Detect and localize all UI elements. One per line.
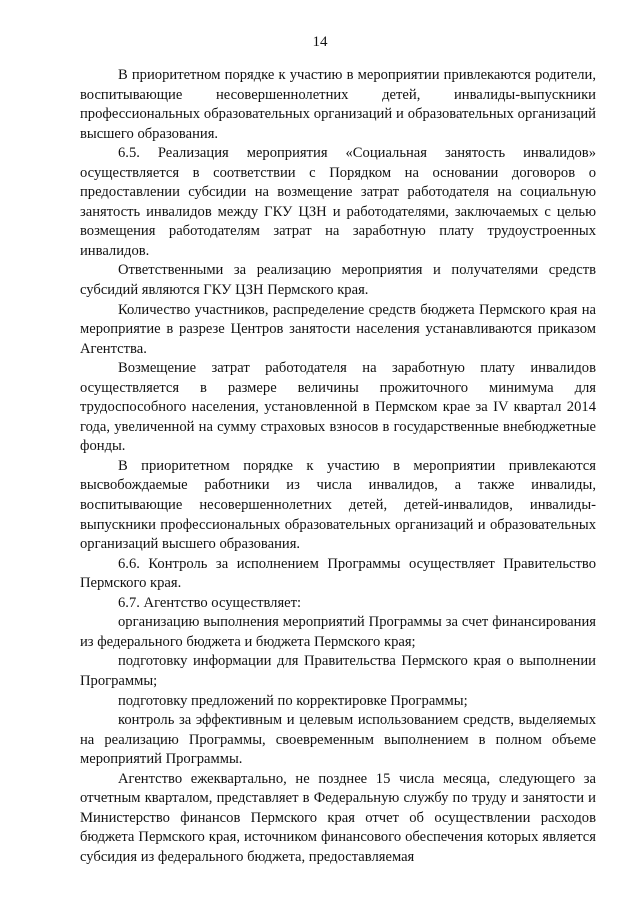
list-item: организацию выполнения мероприятий Программы за счет финансирования из федерального бюджета и бюджета Пермского края; [80,614,596,650]
paragraph: 6.6. Контроль за исполнением Программы осуществляет Правительство Пермского края. [80,555,596,592]
paragraph: Ответственными за реализацию мероприятия и получателями средств субсидий являются ГКУ ЦЗН Пермского края. [80,262,596,299]
body-text [80,66,596,867]
list-item: подготовку предложений по корректировке Программы; [118,692,468,709]
paragraph: 6.5. Реализация мероприятия «Социальная занятость инвалидов» осуществляется в соответствии с Порядком на основании договоров о предоставлении субсидии на возмещение затрат работодателя на социальную занятость инвалидов между ГКУ ЦЗН и работодателями, заключаемых с целью возмещения работодателям затрат на заработную плату трудоустроенных инвалидов. [80,145,596,259]
paragraph: В приоритетном порядке к участию в мероприятии привлекаются высвобождаемые работники из числа инвалидов, а также инвалиды, воспитывающие несовершеннолетних детей, детей-инвалидов, инвалиды-выпускники профессиональных образовательных организаций и образовательных организаций высшего образования. [80,457,596,553]
paragraph: Количество участников, распределение средств бюджета Пермского края на мероприятие в разрезе Центров занятости населения устанавливаются приказом Агентства. [80,301,596,357]
list-item: контроль за эффективным и целевым использованием средств, выделяемых на реализацию Программы, своевременным выполнением в полном объеме мероприятий Программы. [80,712,596,768]
paragraph: 6.7. Агентство осуществляет: [118,594,302,611]
paragraph: В приоритетном порядке к участию в мероприятии привлекаются родители, воспитывающие несовершеннолетних детей, инвалиды-выпускники профессиональных образовательных организаций и образовательных организаций высшего образования. [80,67,596,142]
paragraph: Возмещение затрат работодателя на заработную плату инвалидов осуществляется в размере величины прожиточного минимума для трудоспособного населения, установленной в Пермском крае за IV квартал 2014 года, увеличенной на сумму страховых взносов в государственные внебюджетные фонды. [80,360,596,455]
page-number: 14 [312,34,328,50]
paragraph: Агентство ежеквартально, не позднее 15 числа месяца, следующего за отчетным кварталом, представляет в Федеральную службу по труду и занятости и Министерство финансов Пермского края отчет об осуществлении расходов бюджета Пермского края, источником финансового обеспечения которых является субсидия из федерального бюджета, предоставляемая [80,770,596,865]
list-item: подготовку информации для Правительства Пермского края о выполнении Программы; [80,653,596,689]
